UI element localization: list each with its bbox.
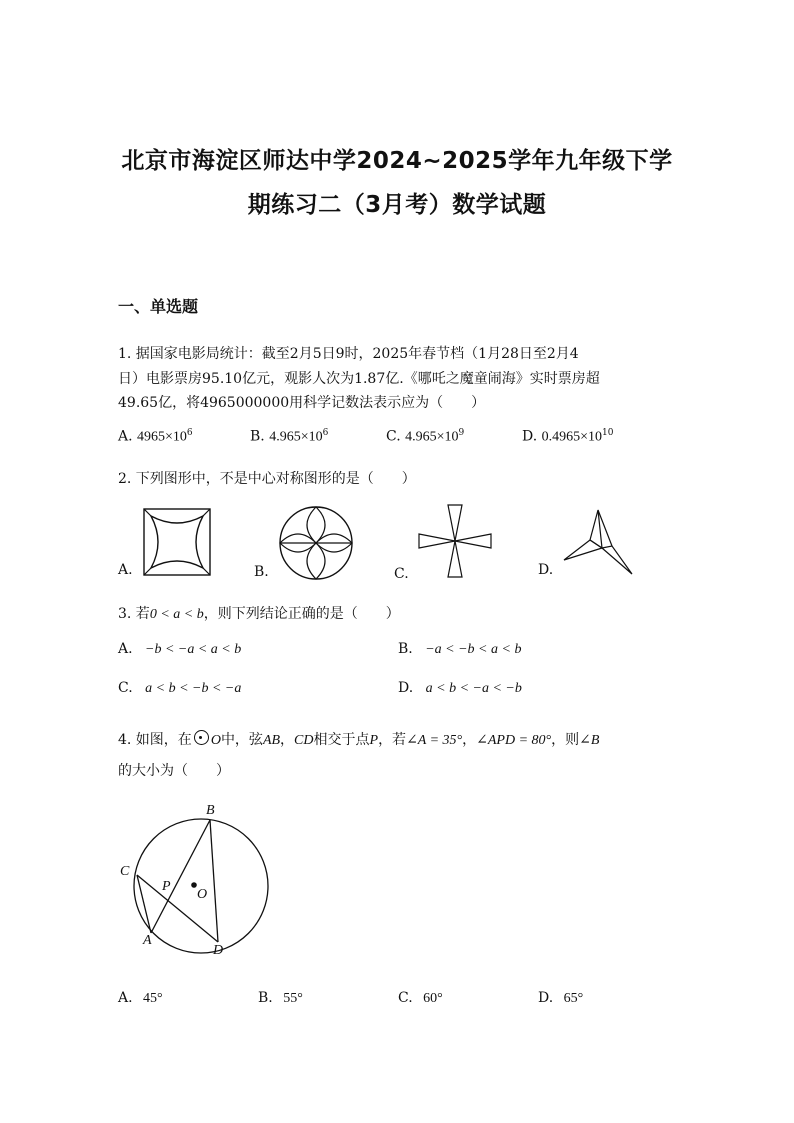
q4-text: ，若 [378,732,407,748]
section-heading: 一、单选题 [118,297,199,316]
exponent: 9 [458,428,465,438]
option-value: 4.965×10 [405,429,459,445]
title-line-2: 期练习二（3月考）数学试题 [247,192,547,218]
circle-name: O [210,733,221,748]
q4-option-b[interactable] [258,990,303,1007]
q3-stem-prefix: 3. 若 [118,606,150,622]
q3-stem-suffix: ，则下列结论正确的是（ ） [203,606,400,622]
label-o: O [197,887,208,902]
option-label: A. [118,990,133,1006]
option-label: A. [118,641,133,657]
q3-option-c[interactable] [118,680,241,697]
q1-option-d[interactable] [522,428,614,446]
q4-option-d[interactable] [538,990,583,1007]
option-value: 0.4965×10 [541,429,603,445]
option-label: A. [118,428,133,445]
option-label: C. [386,428,401,445]
label-c: C [120,864,130,879]
option-value: 4965×10 [137,429,187,445]
q2-stem: 2. 下列图形中，不是中心对称图形的是（ ） [118,471,416,487]
option-label: C. [398,990,413,1006]
q4-text: 4. 如图，在 [118,732,192,748]
title-line-1: 北京市海淀区师达中学2024~2025学年九年级下学 [121,148,673,174]
label-p: P [162,879,171,894]
q2-option-d-label[interactable]: D. [538,562,554,578]
option-value: 55° [283,991,303,1006]
angle-b: ∠B [579,733,600,748]
q3-stem [118,603,400,623]
q1-option-c[interactable] [386,428,464,446]
option-label: B. [398,641,413,657]
q2-option-b-label[interactable]: B. [254,564,269,580]
q3-stem-math: 0 < a < b [149,607,204,622]
q2-option-c-label[interactable]: C. [394,566,409,582]
option-value: a < b < −a < −b [425,681,522,696]
q2-figure-b [278,505,354,581]
label-b: B [206,803,215,818]
q2-figure-a [143,508,213,578]
q4-circle-figure [118,800,278,960]
q4-option-a[interactable] [118,990,163,1007]
q4-stem-line-2: 的大小为（ ） [118,763,230,779]
segment-bd [210,820,218,942]
q4-text: 中，弦 [220,732,263,748]
q4-stem-line-1 [118,729,599,749]
q4-text: ， [462,732,477,748]
option-value: a < b < −b < −a [145,681,242,696]
option-label: B. [258,990,273,1006]
q3-option-d[interactable] [398,680,522,697]
option-value: 60° [423,991,443,1006]
q4-text: 相交于点 [313,732,370,748]
center-point [191,882,197,888]
q1-line-1: 1. 据国家电影局统计：截至2月5日9时，2025年春节档（1月28日至2月4 [118,346,579,362]
exponent: 6 [322,428,329,438]
angle-a: ∠A = 35° [406,733,463,748]
option-label: D. [538,990,554,1006]
q4-text: ，则 [551,732,580,748]
option-label: B. [250,428,265,445]
chord-ab-line [151,820,210,933]
option-value: 45° [143,991,163,1006]
circle-o [134,819,268,953]
label-a: A [143,933,152,948]
exponent: 10 [602,428,614,438]
q4-text: ， [280,732,295,748]
chord-ab: AB [262,733,281,748]
angle-apd: ∠APD = 80° [476,733,552,748]
option-label: C. [118,680,133,696]
option-value: 65° [563,991,584,1006]
q2-figure-d [562,508,634,578]
circle-symbol-icon [194,730,209,745]
option-label: D. [522,428,538,445]
label-d: D [213,943,224,958]
option-value: 4.965×10 [269,429,323,445]
exponent: 6 [186,428,193,438]
option-label: D. [398,680,414,696]
chord-cd: CD [294,733,314,748]
q4-option-c[interactable] [398,990,443,1007]
q2-option-a-label[interactable]: A. [118,562,133,578]
q1-option-a[interactable] [118,428,193,446]
q2-figure-c [417,503,493,579]
segment-ca [137,875,151,933]
q1-line-3: 49.65亿，将4965000000用科学记数法表示应为（ ） [118,395,486,411]
q1-line-2: 日）电影票房95.10亿元，观影人次为1.87亿.《哪吒之魔童闹海》实时票房超 [118,371,600,387]
q1-option-b[interactable] [250,428,328,446]
option-value: −b < −a < a < b [145,642,242,657]
chord-cd-line [137,875,218,942]
q3-option-a[interactable] [118,641,241,658]
q3-option-b[interactable] [398,641,521,658]
point-p: P [369,733,379,748]
option-value: −a < −b < a < b [425,642,522,657]
